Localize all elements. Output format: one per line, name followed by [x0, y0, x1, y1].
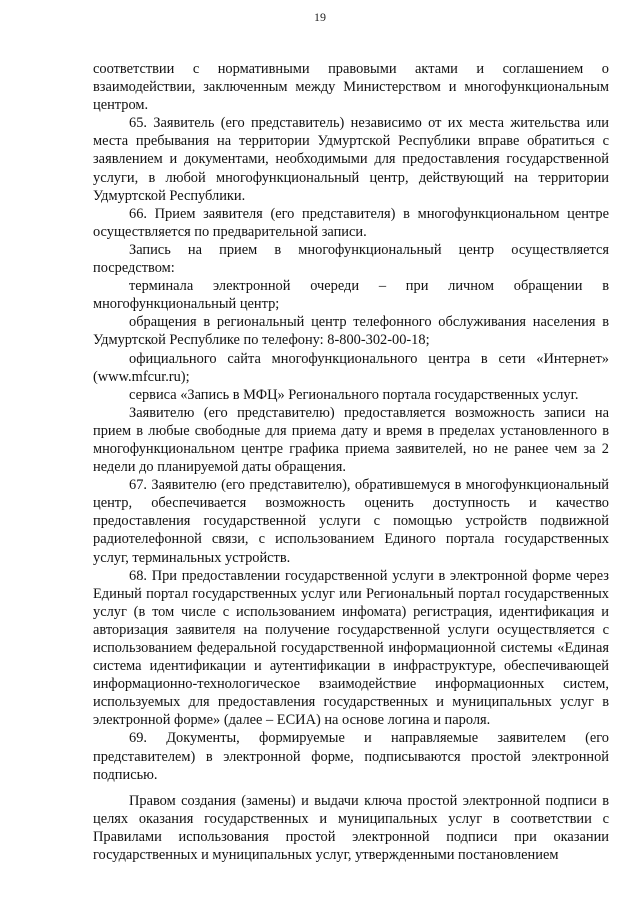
paragraph-66: 66. Прием заявителя (его представителя) в многофункциональном центре осуществляется по предварительной записи. [93, 205, 609, 240]
list-item-portal-service: сервиса «Запись в МФЦ» Регионального портала государственных услуг. [129, 386, 579, 403]
paragraph-appointment-methods: Запись на прием в многофункциональный центр осуществляется посредством: [93, 241, 609, 277]
list-item-website: официального сайта многофункционального центра в сети «Интернет» (www.mfcur.ru); [93, 350, 609, 385]
list-item-terminal: терминала электронной очереди – при личном обращении в многофункциональный центр; [93, 278, 609, 313]
paragraph-65: 65. Заявитель (его представитель) независимо от их места жительства или места пребывания на территории Удмуртской Республики вправе обратиться с заявлением и документами, необходимыми для предоставления государственной услуги, в любой многофункциональный центр, действующий на территории Удмуртской Республики. [93, 115, 609, 204]
paragraph-69: 69. Документы, формируемые и направляемые заявителем (его представителем) в электронной форме, подписываются простой электронной подписью. [93, 730, 609, 783]
paragraph-continuation: соответствии с нормативными правовыми актами и соглашением о взаимодействии, заключенным между Министерством и многофункциональным центром. [93, 61, 609, 114]
document-body [93, 60, 609, 864]
paragraph-68: 68. При предоставлении государственной услуги в электронной форме через Единый портал государственных услуг или Региональный портал государственных услуг (в том числе с использованием инфомата) регистрация, идентификация и авторизация заявителя на получение государственной услуги осуществляется с использованием федеральной государственной информационной системы «Единая система идентификации и аутентификации в инфраструктуре, обеспечивающей информационно-технологическое взаимодействие информационных систем, используемых для предоставления государственных и муниципальных услуг в электронной форме» (далее – ЕСИА) на основе логина и пароля. [93, 567, 609, 729]
paragraph-appointment-rules: Заявителю (его представителю) предоставляется возможность записи на прием в любые свободные для приема дату и время в пределах установленного в многофункциональном центре графика приема заявителей, но не ранее чем за 2 недели до планируемой даты обращения. [93, 404, 609, 476]
paragraph-67: 67. Заявителю (его представителю), обратившемуся в многофункциональный центр, обеспечивается возможность оценить доступность и качество предоставления государственной услуги с помощью устройств подвижной радиотелефонной связи, с использованием Единого портала государственных услуг, терминальных устройств. [93, 477, 609, 566]
page-number: 19 [314, 10, 326, 24]
list-item-phone: обращения в региональный центр телефонного обслуживания населения в Удмуртской Республике по телефону: 8-800-302-00-18; [93, 314, 609, 349]
paragraph-signature-key: Правом создания (замены) и выдачи ключа простой электронной подписи в целях оказания государственных и муниципальных услуг в соответствии с Правилами использования простой электронной подписи при оказании государственных и муниципальных услуг, утвержденными постановлением [93, 792, 609, 864]
